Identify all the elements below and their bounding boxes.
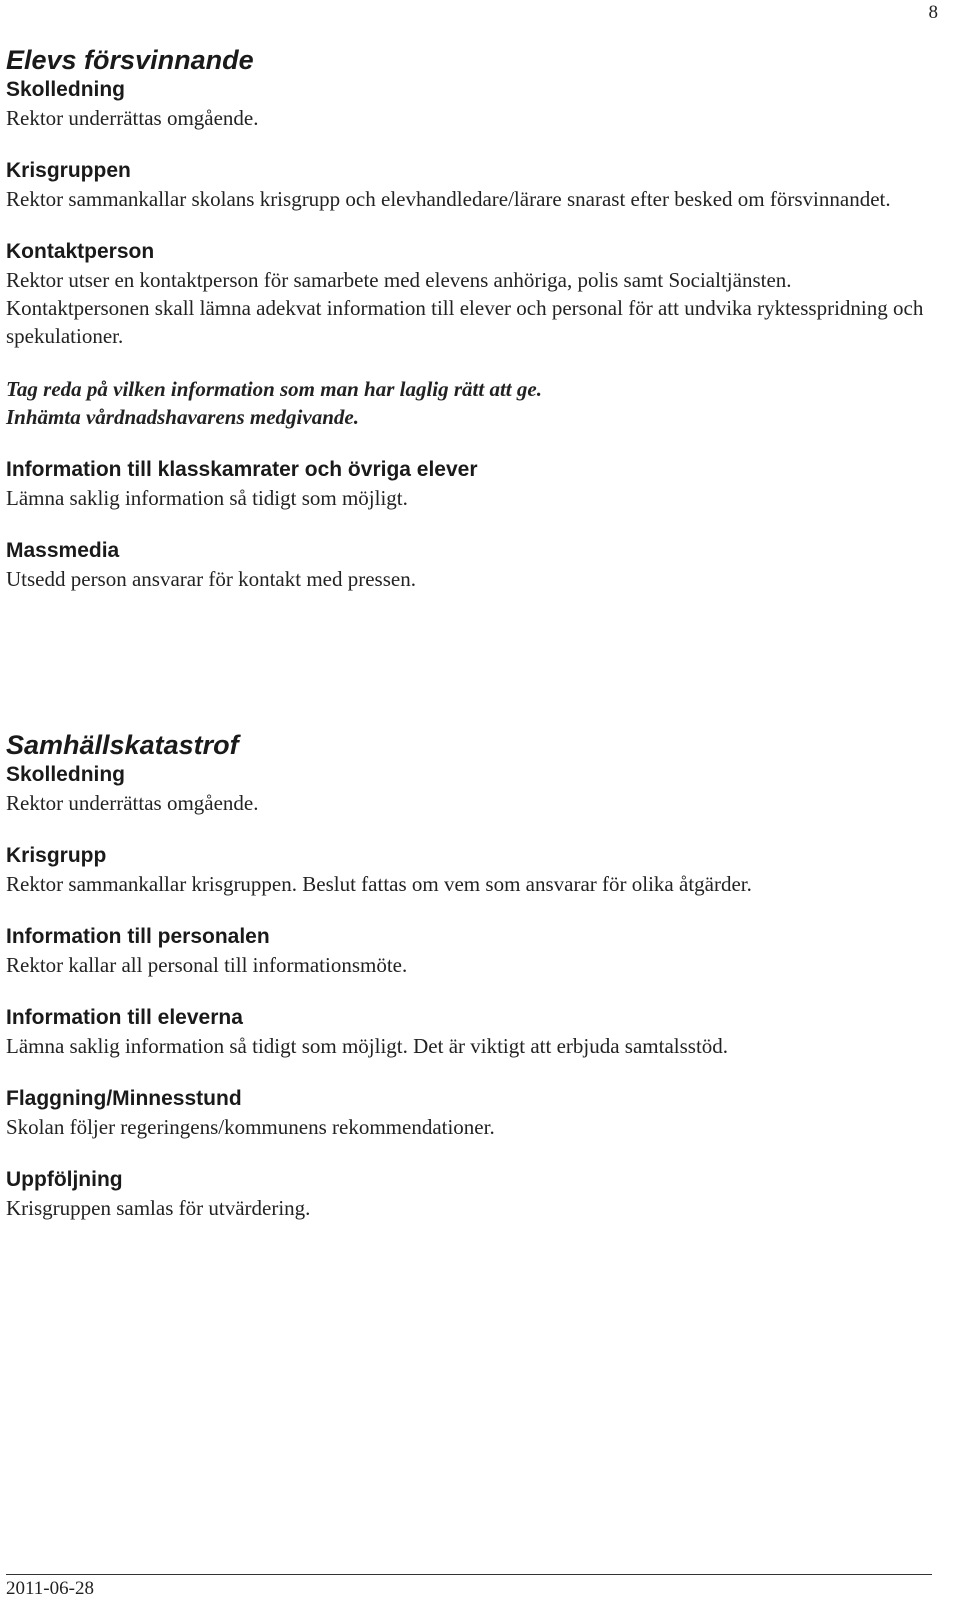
block-text: Skolan följer regeringens/kommunens rekommendationer. bbox=[6, 1115, 495, 1139]
block-krisgrupp bbox=[6, 842, 931, 898]
block-skolledning bbox=[6, 76, 931, 132]
block-notes bbox=[6, 375, 931, 431]
block-heading: Uppföljning bbox=[6, 1168, 123, 1191]
block-heading: Information till klasskamrater och övriga elever bbox=[6, 458, 478, 481]
block-heading: Krisgruppen bbox=[6, 159, 131, 182]
block-text: Rektor kallar all personal till informationsmöte. bbox=[6, 953, 408, 977]
block-text: Lämna saklig information så tidigt som möjligt. bbox=[6, 486, 408, 510]
block-heading: Skolledning bbox=[6, 78, 126, 101]
block-klasskamrater bbox=[6, 456, 931, 512]
block-heading: Massmedia bbox=[6, 539, 120, 562]
footer-divider bbox=[6, 1574, 932, 1575]
block-heading: Skolledning bbox=[6, 763, 126, 786]
block-text: Kontaktpersonen skall lämna adekvat information till elever och personal för att undvika ryktesspridning och spekulationer. bbox=[6, 296, 924, 348]
block-text: Rektor underrättas omgående. bbox=[6, 791, 259, 815]
section-title: Samhällskatastrof bbox=[6, 730, 239, 760]
block-massmedia bbox=[6, 537, 931, 593]
block-skolledning bbox=[6, 761, 931, 817]
block-personalen bbox=[6, 923, 931, 979]
block-krisgruppen bbox=[6, 157, 931, 213]
section-elevs-forsvinnande bbox=[6, 44, 931, 593]
block-heading: Information till personalen bbox=[6, 925, 270, 948]
block-text: Krisgruppen samlas för utvärdering. bbox=[6, 1196, 311, 1220]
block-text: Rektor utser en kontaktperson för samarbete med elevens anhöriga, polis samt Socialtjänsten. bbox=[6, 268, 792, 292]
document-body bbox=[6, 44, 931, 1247]
block-text: Lämna saklig information så tidigt som möjligt. Det är viktigt att erbjuda samtalsstöd. bbox=[6, 1034, 729, 1058]
block-heading: Krisgrupp bbox=[6, 844, 107, 867]
block-text: Rektor sammankallar skolans krisgrupp och elevhandledare/lärare snarast efter besked om försvinnandet. bbox=[6, 187, 891, 211]
block-text: Rektor sammankallar krisgruppen. Beslut fattas om vem som ansvarar för olika åtgärder. bbox=[6, 872, 752, 896]
block-heading: Kontaktperson bbox=[6, 240, 155, 263]
block-text: Utsedd person ansvarar för kontakt med pressen. bbox=[6, 567, 416, 591]
footer-date: 2011-06-28 bbox=[6, 1578, 94, 1599]
section-title: Elevs försvinnande bbox=[6, 45, 254, 75]
block-uppfoljning bbox=[6, 1166, 931, 1222]
block-eleverna bbox=[6, 1004, 931, 1060]
note-line: Tag reda på vilken information som man har laglig rätt att ge. bbox=[6, 377, 542, 401]
note-line: Inhämta vårdnadshavarens medgivande. bbox=[6, 405, 359, 429]
block-heading: Information till eleverna bbox=[6, 1006, 243, 1029]
page-number: 8 bbox=[928, 2, 938, 23]
block-kontaktperson bbox=[6, 238, 931, 350]
block-heading: Flaggning/Minnesstund bbox=[6, 1087, 242, 1110]
block-flaggning bbox=[6, 1085, 931, 1141]
section-samhallskatastrof bbox=[6, 729, 931, 1222]
block-text: Rektor underrättas omgående. bbox=[6, 106, 259, 130]
